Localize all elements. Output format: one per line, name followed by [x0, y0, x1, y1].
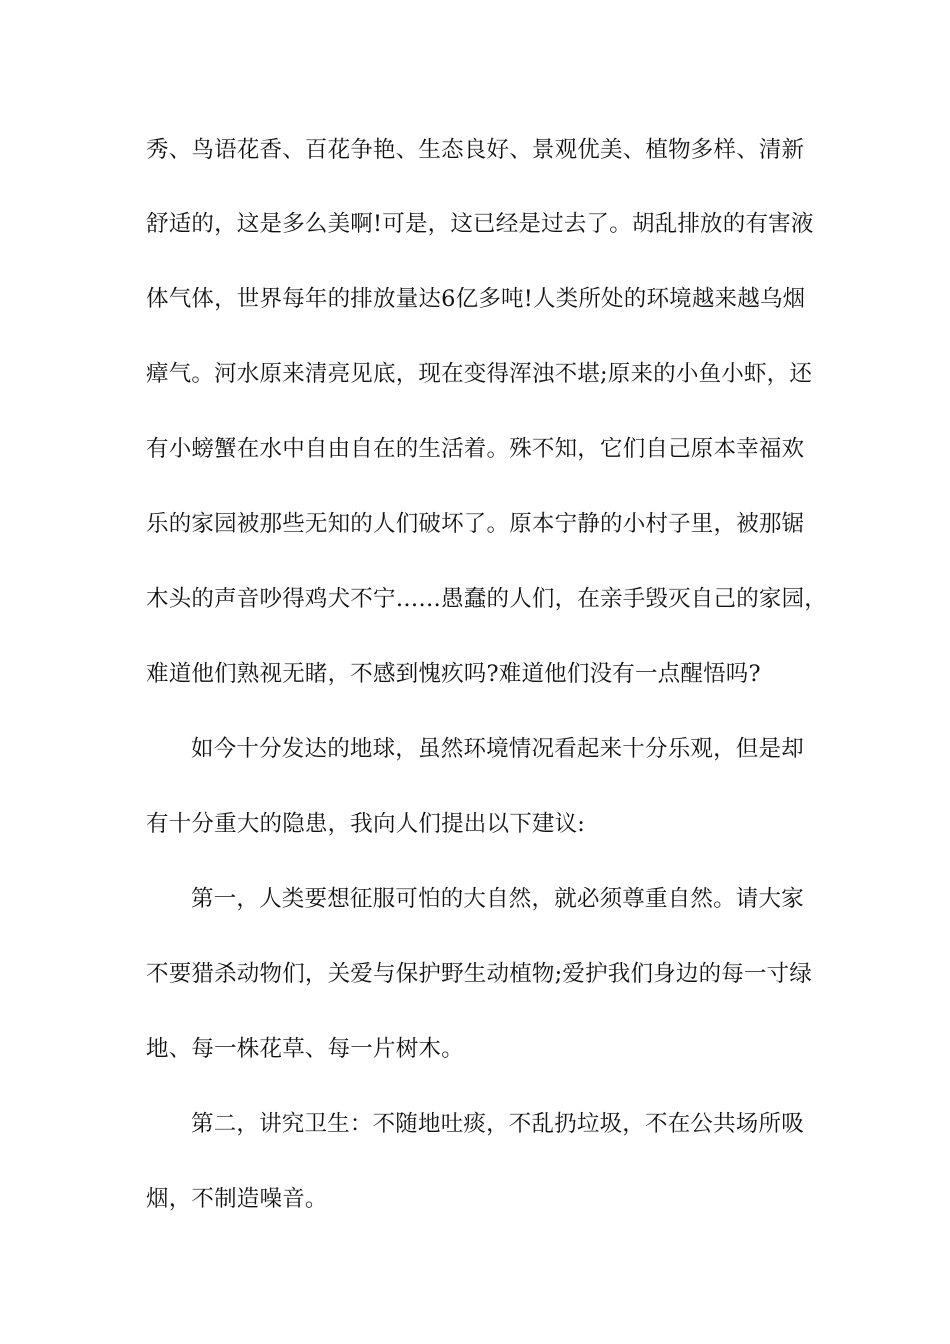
- text-line: 有小螃蟹在水中自由自在的生活着。殊不知，它们自己原本幸福欢: [146, 436, 805, 462]
- text-line: 舒适的，这是多么美啊!可是，这已经是过去了。胡乱排放的有害液: [146, 211, 814, 237]
- text-line: 秀、鸟语花香、百花争艳、生态良好、景观优美、植物多样、清新: [146, 137, 805, 163]
- paragraph-first-line: 如今十分发达的地球，虽然环境情况看起来十分乐观，但是却: [191, 736, 804, 762]
- text-line: 乐的家园被那些无知的人们破坏了。原本宁静的小村子里，被那锯: [146, 511, 805, 537]
- text-line: 瘴气。河水原来清亮见底，现在变得浑浊不堪;原来的小鱼小虾，还: [146, 361, 813, 387]
- text-line: 体气体，世界每年的排放量达6亿多吨!人类所处的环境越来越乌烟: [146, 286, 806, 312]
- paragraph-first-line: 第二，讲究卫生：不随地吐痰，不乱扔垃圾，不在公共场所吸: [191, 1111, 804, 1137]
- text-line: 地、每一株花草、每一片树木。: [146, 1036, 464, 1062]
- text-line: 有十分重大的隐患，我向人们提出以下建议:: [146, 811, 586, 837]
- paragraph-first-line: 第一，人类要想征服可怕的大自然，就必须尊重自然。请大家: [191, 886, 804, 912]
- text-line: 木头的声音吵得鸡犬不宁……愚蠢的人们，在亲手毁灭自己的家园，: [146, 586, 828, 612]
- text-line: 难道他们熟视无睹，不感到愧疚吗?难道他们没有一点醒悟吗?: [146, 661, 761, 687]
- text-line: 不要猎杀动物们，关爱与保护野生动植物;爱护我们身边的每一寸绿: [146, 961, 813, 987]
- text-line: 烟，不制造噪音。: [146, 1186, 328, 1212]
